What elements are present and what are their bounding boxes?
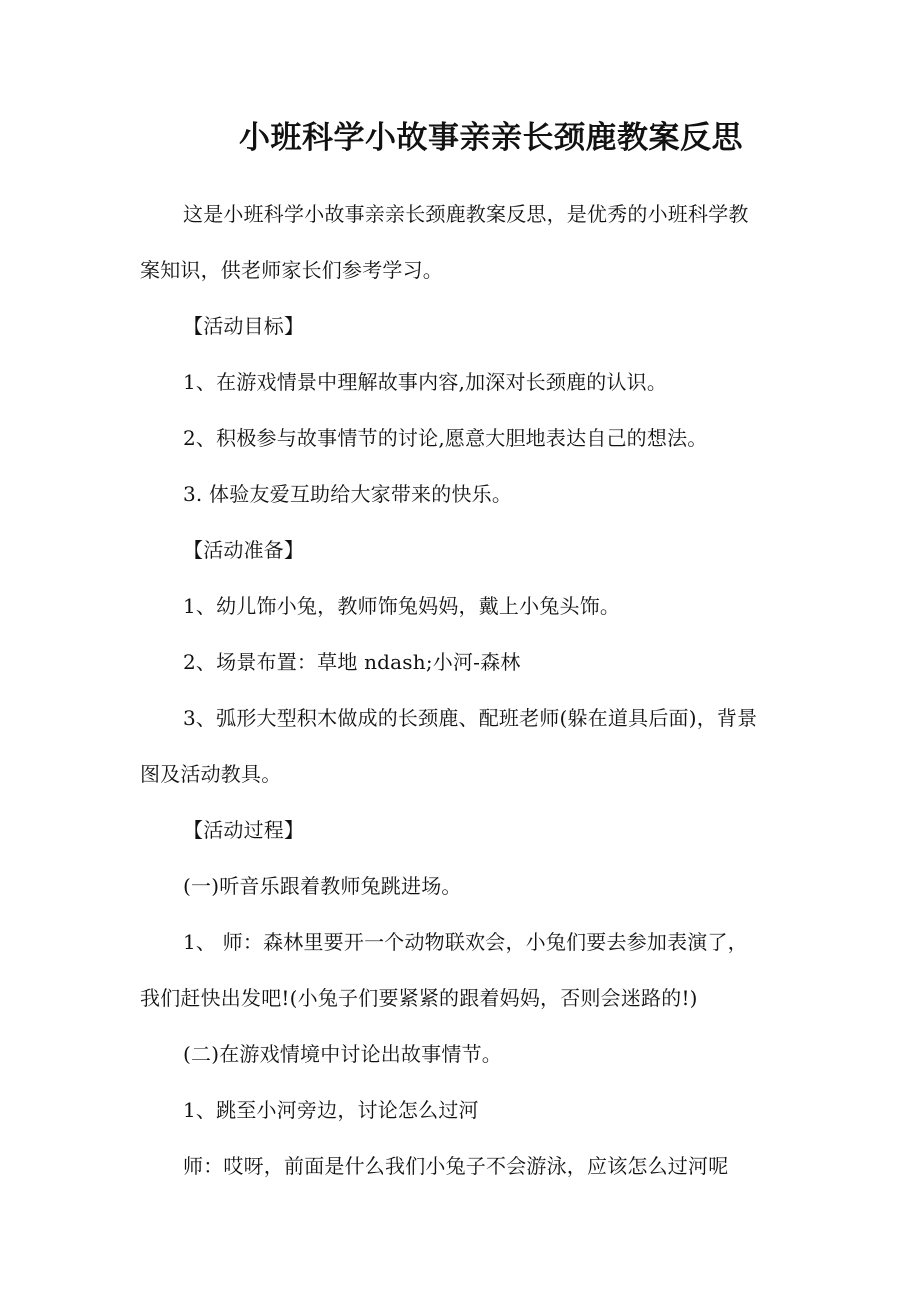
paragraph-line: 案知识，供老师家长们参考学习。: [140, 258, 443, 282]
paragraph-line: 3. 体验友爱互助给大家带来的快乐。: [183, 482, 513, 506]
paragraph-line: 图及活动教具。: [140, 762, 282, 786]
paragraph-line: 我们赶快出发吧!(小兔子们要紧紧的跟着妈妈，否则会迷路的!): [140, 986, 698, 1010]
document-title: 小班科学小故事亲亲长颈鹿教案反思: [239, 120, 743, 156]
section-heading: 【活动目标】: [183, 314, 305, 338]
paragraph-line: 3、弧形大型积木做成的长颈鹿、配班老师(躲在道具后面)，背景: [183, 706, 758, 730]
section-heading: 【活动过程】: [183, 818, 305, 842]
paragraph-line: 这是小班科学小故事亲亲长颈鹿教案反思，是优秀的小班科学教: [183, 202, 749, 226]
paragraph-line: (一)听音乐跟着教师兔跳进场。: [183, 874, 462, 898]
paragraph-line: 师：哎呀，前面是什么我们小兔子不会游泳，应该怎么过河呢: [183, 1154, 729, 1178]
section-heading: 【活动准备】: [183, 538, 305, 562]
paragraph-line: 1、幼儿饰小兔，教师饰兔妈妈，戴上小兔头饰。: [183, 594, 621, 618]
paragraph-line: 1、在游戏情景中理解故事内容,加深对长颈鹿的认识。: [183, 370, 668, 394]
paragraph-line: 1、跳至小河旁边，讨论怎么过河: [183, 1098, 479, 1122]
paragraph-line: 2、场景布置：草地 ndash;小河-森林: [183, 650, 521, 674]
paragraph-line: (二)在游戏情境中讨论出故事情节。: [183, 1042, 503, 1066]
paragraph-line: 2、积极参与故事情节的讨论,愿意大胆地表达自己的想法。: [183, 426, 708, 450]
paragraph-line: 1、 师：森林里要开一个动物联欢会，小兔们要去参加表演了，: [183, 930, 748, 954]
